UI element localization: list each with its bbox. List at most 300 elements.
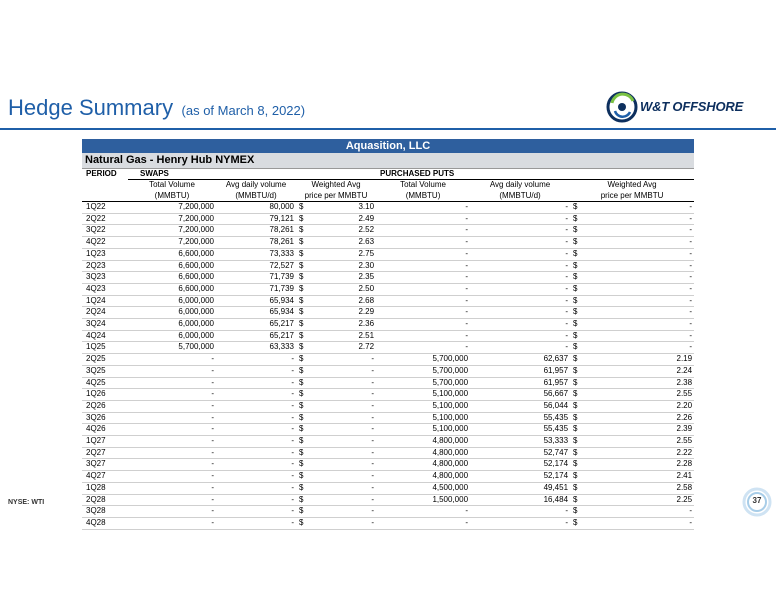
table-cell: $ <box>570 237 586 249</box>
table-cell: 2.35 <box>312 272 376 284</box>
table-cell: 65,934 <box>216 295 296 307</box>
table-cell: - <box>312 447 376 459</box>
table-cell: 5,700,000 <box>376 354 470 366</box>
table-cell: - <box>128 365 216 377</box>
table-row <box>82 237 694 249</box>
col-header: Avg daily volume <box>489 180 551 189</box>
table-cell: - <box>586 307 694 319</box>
table-cell: 4Q23 <box>82 283 128 295</box>
table-cell: - <box>128 506 216 518</box>
table-cell: $ <box>570 377 586 389</box>
table-cell: - <box>216 517 296 529</box>
table-cell: 3Q25 <box>82 365 128 377</box>
table-cell: - <box>312 377 376 389</box>
col-header: (MMBTU/d) <box>470 191 570 202</box>
table-cell: $ <box>570 213 586 225</box>
table-cell: 1Q25 <box>82 342 128 354</box>
table-cell: $ <box>296 354 312 366</box>
table-cell: - <box>128 436 216 448</box>
column-header-row-2 <box>82 191 694 202</box>
table-cell: $ <box>570 494 586 506</box>
table-cell: 1Q23 <box>82 248 128 260</box>
table-row <box>82 319 694 331</box>
table-row <box>82 260 694 272</box>
table-cell: - <box>312 400 376 412</box>
table-cell: - <box>312 436 376 448</box>
table-cell: - <box>586 260 694 272</box>
table-cell: - <box>376 319 470 331</box>
table-cell: $ <box>296 471 312 483</box>
table-cell: - <box>216 354 296 366</box>
table-cell: - <box>470 248 570 260</box>
table-cell: $ <box>570 319 586 331</box>
table-cell: 4Q25 <box>82 377 128 389</box>
table-cell: - <box>216 377 296 389</box>
table-row <box>82 248 694 260</box>
table-cell: - <box>128 517 216 529</box>
table-cell: 2.29 <box>312 307 376 319</box>
table-cell: - <box>128 471 216 483</box>
table-cell: 5,700,000 <box>376 365 470 377</box>
table-cell: - <box>216 506 296 518</box>
table-cell: - <box>312 517 376 529</box>
table-cell: - <box>586 283 694 295</box>
table-cell: 2.19 <box>586 354 694 366</box>
table-cell: 5,700,000 <box>376 377 470 389</box>
table-cell: - <box>470 260 570 272</box>
table-cell: 53,333 <box>470 436 570 448</box>
table-cell: - <box>312 471 376 483</box>
table-cell: 2.50 <box>312 283 376 295</box>
table-cell: - <box>586 202 694 214</box>
table-cell: $ <box>570 307 586 319</box>
table-cell: - <box>216 436 296 448</box>
table-cell: 16,484 <box>470 494 570 506</box>
table-row <box>82 506 694 518</box>
table-cell: - <box>216 471 296 483</box>
table-cell: 71,739 <box>216 283 296 295</box>
col-header: (MMBTU) <box>376 191 470 202</box>
table-cell: 2Q22 <box>82 213 128 225</box>
table-cell: $ <box>570 389 586 401</box>
table-cell: $ <box>296 283 312 295</box>
table-cell: - <box>586 248 694 260</box>
table-row <box>82 471 694 483</box>
table-cell: - <box>470 202 570 214</box>
table-cell: - <box>586 517 694 529</box>
table-row <box>82 400 694 412</box>
table-cell: - <box>470 506 570 518</box>
table-cell: - <box>586 213 694 225</box>
col-header: Weighted Avg <box>311 180 361 189</box>
table-cell: - <box>128 412 216 424</box>
col-header: price per MMBTU <box>296 191 376 202</box>
table-row <box>82 342 694 354</box>
table-cell: 73,333 <box>216 248 296 260</box>
table-cell: $ <box>570 482 586 494</box>
table-cell: - <box>128 424 216 436</box>
table-cell: $ <box>296 436 312 448</box>
table-cell: 2Q25 <box>82 354 128 366</box>
table-cell: 4Q22 <box>82 237 128 249</box>
table-cell: 1Q24 <box>82 295 128 307</box>
table-cell: 5,100,000 <box>376 412 470 424</box>
table-cell: - <box>376 295 470 307</box>
table-cell: 61,957 <box>470 377 570 389</box>
table-cell: $ <box>570 506 586 518</box>
table-cell: 1Q26 <box>82 389 128 401</box>
col-header: (MMBTU/d) <box>216 191 296 202</box>
table-cell: $ <box>296 237 312 249</box>
table-cell: $ <box>570 424 586 436</box>
table-cell: - <box>216 494 296 506</box>
table-cell: 2Q24 <box>82 307 128 319</box>
table-cell: 72,527 <box>216 260 296 272</box>
table-cell: 2.55 <box>586 389 694 401</box>
table-cell: 4Q27 <box>82 471 128 483</box>
table-row <box>82 436 694 448</box>
table-cell: 4,800,000 <box>376 459 470 471</box>
table-cell: - <box>376 248 470 260</box>
table-cell: $ <box>296 400 312 412</box>
table-cell: - <box>470 272 570 284</box>
table-cell: 2.68 <box>312 295 376 307</box>
table-cell: 2.20 <box>586 400 694 412</box>
table-cell: - <box>312 354 376 366</box>
table-cell: 2.51 <box>312 330 376 342</box>
table-cell: $ <box>296 424 312 436</box>
table-cell: 4,800,000 <box>376 447 470 459</box>
hedge-grid <box>82 169 694 530</box>
table-cell: - <box>312 459 376 471</box>
table-cell: 3Q26 <box>82 412 128 424</box>
table-row <box>82 517 694 529</box>
table-row <box>82 202 694 214</box>
puts-label: PURCHASED PUTS <box>376 169 694 180</box>
table-cell: 5,100,000 <box>376 400 470 412</box>
table-cell: $ <box>570 272 586 284</box>
table-cell: 52,174 <box>470 471 570 483</box>
table-cell: - <box>216 400 296 412</box>
table-cell: - <box>470 225 570 237</box>
table-cell: 2.49 <box>312 213 376 225</box>
col-header: Total Volume <box>149 180 195 189</box>
table-cell: 3.10 <box>312 202 376 214</box>
table-cell: 6,600,000 <box>128 248 216 260</box>
hedge-table <box>82 139 694 530</box>
table-row <box>82 272 694 284</box>
table-cell: 56,667 <box>470 389 570 401</box>
table-cell: - <box>216 424 296 436</box>
table-cell: 3Q27 <box>82 459 128 471</box>
col-header: price per MMBTU <box>570 191 694 202</box>
table-cell: 61,957 <box>470 365 570 377</box>
table-cell: - <box>216 412 296 424</box>
table-cell: $ <box>570 471 586 483</box>
table-cell: - <box>216 447 296 459</box>
table-cell: 52,747 <box>470 447 570 459</box>
table-cell: $ <box>296 377 312 389</box>
table-cell: 2.24 <box>586 365 694 377</box>
table-cell: $ <box>296 272 312 284</box>
table-row <box>82 447 694 459</box>
table-cell: 2.41 <box>586 471 694 483</box>
table-cell: - <box>376 517 470 529</box>
table-cell: 4,800,000 <box>376 436 470 448</box>
table-cell: - <box>470 330 570 342</box>
table-cell: - <box>586 330 694 342</box>
table-cell: 3Q28 <box>82 506 128 518</box>
table-cell: 6,600,000 <box>128 283 216 295</box>
table-row <box>82 412 694 424</box>
table-cell: 7,200,000 <box>128 202 216 214</box>
table-cell: - <box>312 389 376 401</box>
group-header-row <box>82 169 694 180</box>
table-cell: - <box>128 494 216 506</box>
table-cell: - <box>470 283 570 295</box>
table-cell: 2.39 <box>586 424 694 436</box>
table-cell: 7,200,000 <box>128 213 216 225</box>
table-cell: - <box>376 283 470 295</box>
col-header: Total Volume <box>400 180 446 189</box>
table-cell: 65,217 <box>216 330 296 342</box>
col-header: Avg daily volume <box>225 180 287 189</box>
table-cell: 78,261 <box>216 237 296 249</box>
table-cell: - <box>470 517 570 529</box>
table-cell: 5,100,000 <box>376 424 470 436</box>
table-cell: $ <box>296 494 312 506</box>
table-cell: - <box>312 482 376 494</box>
table-cell: 2Q28 <box>82 494 128 506</box>
table-cell: 2.75 <box>312 248 376 260</box>
table-cell: 4,500,000 <box>376 482 470 494</box>
table-cell: 56,044 <box>470 400 570 412</box>
table-cell: 2.52 <box>312 225 376 237</box>
table-cell: $ <box>296 517 312 529</box>
table-cell: $ <box>570 330 586 342</box>
table-cell: 2.25 <box>586 494 694 506</box>
table-cell: $ <box>570 342 586 354</box>
table-cell: - <box>376 307 470 319</box>
table-row <box>82 494 694 506</box>
table-cell: $ <box>570 459 586 471</box>
page-subtitle: (as of March 8, 2022) <box>181 103 306 118</box>
table-cell: - <box>586 319 694 331</box>
table-row <box>82 377 694 389</box>
table-cell: - <box>216 389 296 401</box>
table-cell: 1Q28 <box>82 482 128 494</box>
table-cell: 4Q24 <box>82 330 128 342</box>
table-cell: $ <box>570 447 586 459</box>
table-cell: $ <box>570 225 586 237</box>
table-cell: 6,600,000 <box>128 260 216 272</box>
page-title: Hedge Summary <box>8 95 174 120</box>
table-cell: 2Q26 <box>82 400 128 412</box>
table-cell: $ <box>570 365 586 377</box>
table-cell: $ <box>570 412 586 424</box>
table-cell: - <box>216 482 296 494</box>
table-cell: 6,000,000 <box>128 330 216 342</box>
table-cell: - <box>376 330 470 342</box>
table-row <box>82 365 694 377</box>
table-cell: - <box>586 272 694 284</box>
table-cell: $ <box>296 482 312 494</box>
table-cell: - <box>470 295 570 307</box>
table-cell: 6,000,000 <box>128 295 216 307</box>
table-cell: - <box>586 342 694 354</box>
table-cell: $ <box>296 459 312 471</box>
table-cell: $ <box>296 412 312 424</box>
table-cell: - <box>216 459 296 471</box>
table-row <box>82 295 694 307</box>
table-cell: $ <box>296 202 312 214</box>
table-cell: $ <box>296 213 312 225</box>
table-cell: - <box>312 506 376 518</box>
table-cell: - <box>586 506 694 518</box>
table-cell: - <box>586 237 694 249</box>
table-cell: 6,600,000 <box>128 272 216 284</box>
ticker-label: NYSE: WTI <box>8 499 45 506</box>
table-cell: $ <box>296 506 312 518</box>
table-cell: 79,121 <box>216 213 296 225</box>
page-number: 37 <box>752 496 762 505</box>
col-header: Weighted Avg <box>607 180 657 189</box>
table-cell: - <box>470 319 570 331</box>
table-cell: $ <box>570 517 586 529</box>
table-cell: 3Q22 <box>82 225 128 237</box>
table-cell: 2.28 <box>586 459 694 471</box>
table-cell: 2.58 <box>586 482 694 494</box>
table-cell: - <box>470 342 570 354</box>
table-cell: $ <box>296 389 312 401</box>
table-cell: - <box>376 272 470 284</box>
table-cell: $ <box>296 248 312 260</box>
table-cell: $ <box>296 319 312 331</box>
table-cell: $ <box>296 260 312 272</box>
table-cell: 4Q28 <box>82 517 128 529</box>
table-row <box>82 307 694 319</box>
table-cell: 55,435 <box>470 412 570 424</box>
table-cell: $ <box>570 260 586 272</box>
table-cell: - <box>586 225 694 237</box>
swaps-label: SWAPS <box>128 169 376 180</box>
table-cell: $ <box>570 354 586 366</box>
table-cell: 2.38 <box>586 377 694 389</box>
table-cell: - <box>376 260 470 272</box>
column-header-row-1 <box>82 180 694 191</box>
table-cell: 80,000 <box>216 202 296 214</box>
table-row <box>82 330 694 342</box>
table-cell: - <box>216 365 296 377</box>
table-cell: - <box>128 389 216 401</box>
table-cell: $ <box>570 283 586 295</box>
table-cell: 2.22 <box>586 447 694 459</box>
table-cell: - <box>376 202 470 214</box>
header-divider <box>0 128 776 130</box>
table-cell: 2Q27 <box>82 447 128 459</box>
table-cell: 52,174 <box>470 459 570 471</box>
table-row <box>82 225 694 237</box>
table-cell: - <box>470 237 570 249</box>
table-cell: - <box>128 400 216 412</box>
table-cell: - <box>376 225 470 237</box>
table-cell: - <box>470 213 570 225</box>
table-cell: 63,333 <box>216 342 296 354</box>
col-header: (MMBTU) <box>128 191 216 202</box>
table-cell: 2.55 <box>586 436 694 448</box>
table-cell: - <box>312 412 376 424</box>
table-cell: - <box>376 506 470 518</box>
table-cell: $ <box>296 365 312 377</box>
table-cell: $ <box>296 307 312 319</box>
table-cell: 65,217 <box>216 319 296 331</box>
table-cell: 2.26 <box>586 412 694 424</box>
table-cell: - <box>312 494 376 506</box>
table-cell: $ <box>570 202 586 214</box>
table-cell: - <box>312 424 376 436</box>
table-cell: 1Q27 <box>82 436 128 448</box>
table-cell: 2Q23 <box>82 260 128 272</box>
table-row <box>82 424 694 436</box>
table-cell: - <box>376 237 470 249</box>
table-cell: $ <box>570 248 586 260</box>
table-row <box>82 482 694 494</box>
table-cell: $ <box>296 225 312 237</box>
logo-text: W&T OFFSHORE <box>640 99 744 114</box>
table-cell: $ <box>296 330 312 342</box>
table-cell: 7,200,000 <box>128 237 216 249</box>
table-cell: 71,739 <box>216 272 296 284</box>
table-cell: 1Q22 <box>82 202 128 214</box>
table-row <box>82 459 694 471</box>
table-cell: $ <box>296 295 312 307</box>
table-row <box>82 213 694 225</box>
table-cell: $ <box>570 436 586 448</box>
table-cell: 5,100,000 <box>376 389 470 401</box>
table-cell: 2.63 <box>312 237 376 249</box>
table-cell: 4,800,000 <box>376 471 470 483</box>
table-cell: 55,435 <box>470 424 570 436</box>
table-banner: Aquasition, LLC <box>82 139 694 153</box>
table-cell: - <box>376 213 470 225</box>
table-cell: 62,637 <box>470 354 570 366</box>
table-cell: 49,451 <box>470 482 570 494</box>
table-cell: $ <box>296 447 312 459</box>
table-row <box>82 354 694 366</box>
table-cell: $ <box>570 400 586 412</box>
period-label: PERIOD <box>86 169 117 179</box>
table-cell: 65,934 <box>216 307 296 319</box>
table-cell: 2.30 <box>312 260 376 272</box>
table-cell: - <box>128 459 216 471</box>
table-cell: - <box>128 482 216 494</box>
table-cell: 3Q24 <box>82 319 128 331</box>
table-cell: $ <box>296 342 312 354</box>
table-cell: 2.72 <box>312 342 376 354</box>
table-cell: - <box>470 307 570 319</box>
table-cell: 78,261 <box>216 225 296 237</box>
table-cell: 6,000,000 <box>128 319 216 331</box>
table-cell: 2.36 <box>312 319 376 331</box>
table-cell: 1,500,000 <box>376 494 470 506</box>
table-cell: - <box>128 447 216 459</box>
table-row <box>82 389 694 401</box>
table-cell: - <box>586 295 694 307</box>
table-cell: 4Q26 <box>82 424 128 436</box>
table-row <box>82 283 694 295</box>
table-cell: 3Q23 <box>82 272 128 284</box>
table-cell: 7,200,000 <box>128 225 216 237</box>
